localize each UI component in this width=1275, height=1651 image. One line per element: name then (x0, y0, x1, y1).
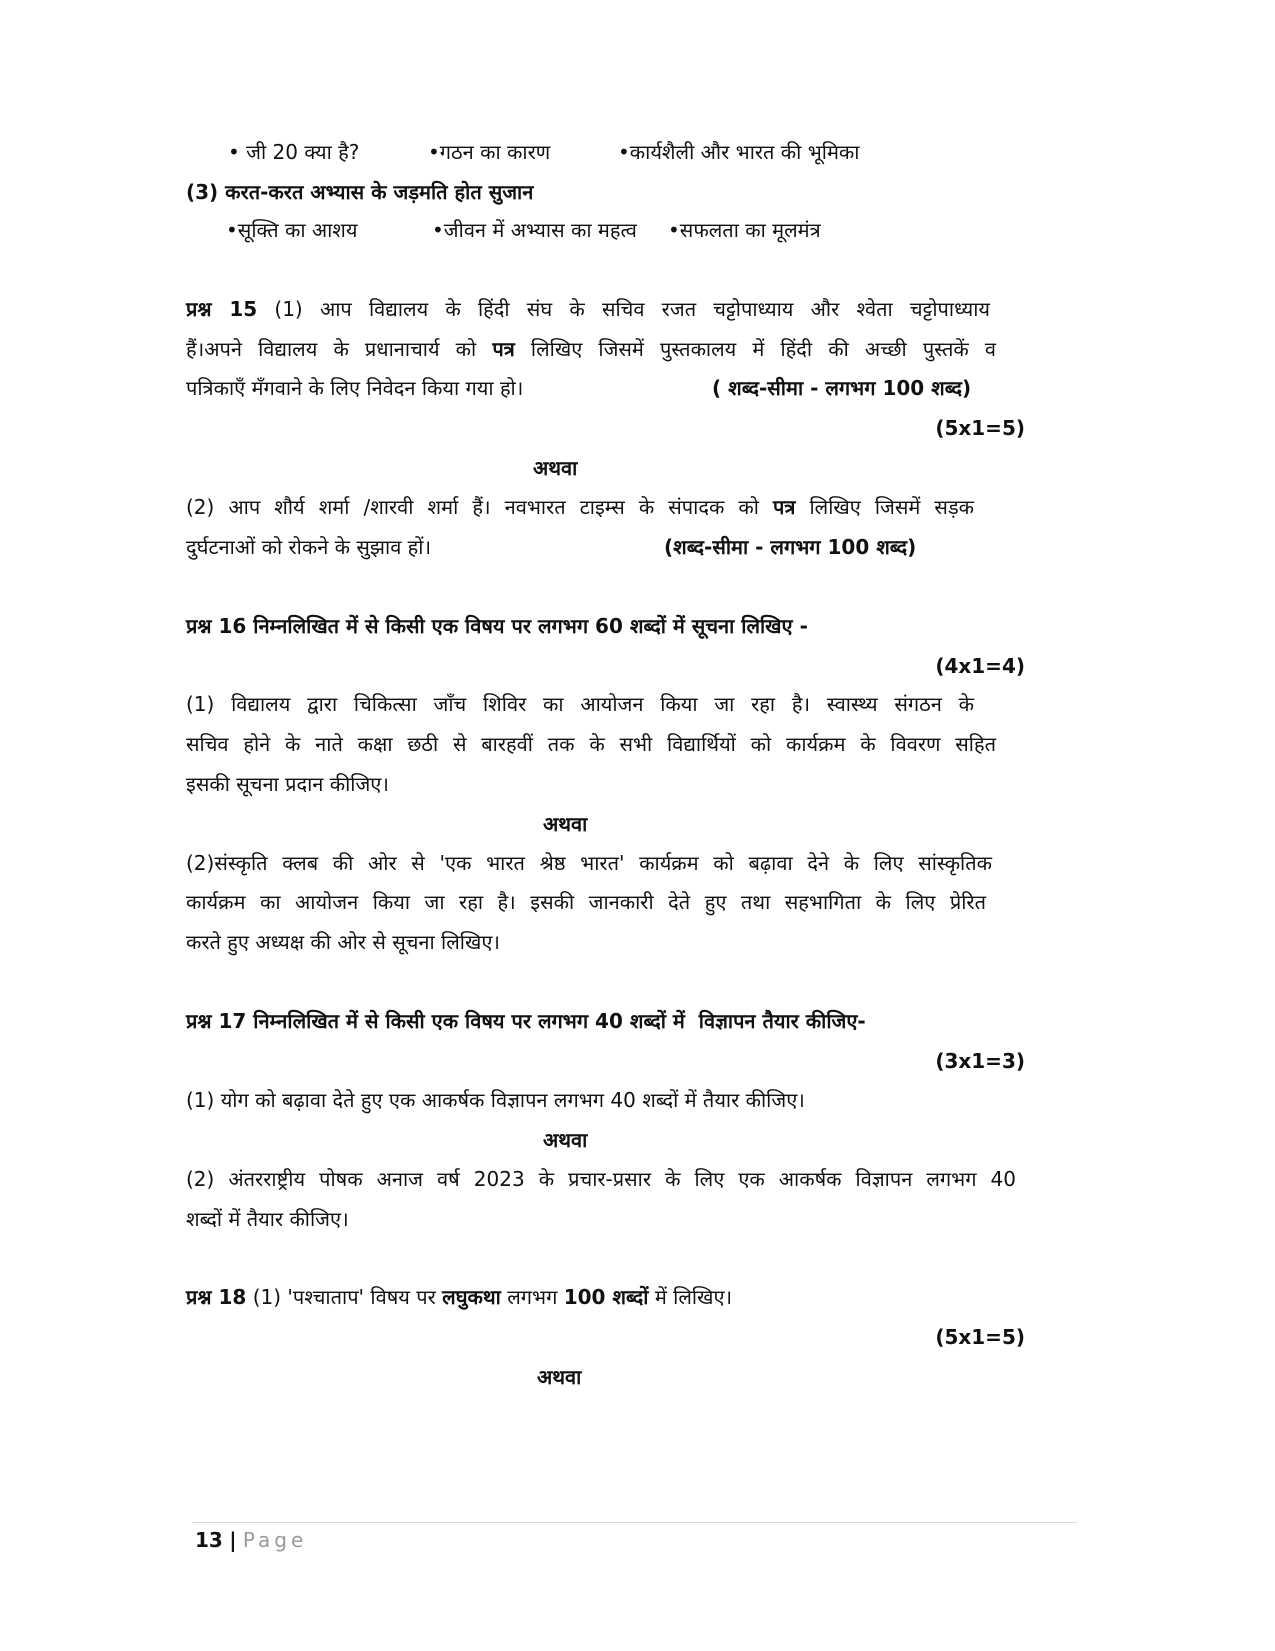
topic3-heading: (3) करत-करत अभ्यास के जड़मति होत सुजान (186, 180, 534, 204)
topic3-point-2: •जीवन में अभ्यास का महत्व (432, 218, 637, 242)
q17-opt1: (1) योग को बढ़ावा देते हुए एक आकर्षक विज्ञापन लगभग 40 शब्दों में तैयार कीजिए। (186, 1088, 805, 1112)
q17-or: अथवा (543, 1128, 588, 1152)
q15-line-3: पत्रिकाएँ मँगवाने के लिए निवेदन किया गया हो। (186, 376, 524, 400)
topic3-point-1: •सूक्ति का आशय (226, 218, 358, 242)
q16-opt1-line-3: इसकी सूचना प्रदान कीजिए। (186, 772, 389, 796)
q17-heading: प्रश्न 17 निम्नलिखित में से किसी एक विषय पर लगभग 40 शब्दों में विज्ञापन तैयार कीजिए- (186, 1009, 866, 1033)
q15-alt-word-limit: (शब्द-सीमा - लगभग 100 शब्द) (664, 535, 917, 559)
q17-marks: (3x1=3) (935, 1049, 1025, 1073)
q15-alt-line-1a: (2) आप शौर्य शर्मा /शारवी शर्मा हैं। नवभारत टाइम्स के संपादक को (186, 495, 759, 519)
footer-divider (192, 1522, 1077, 1523)
q16-heading: प्रश्न 16 निम्नलिखित में से किसी एक विषय पर लगभग 60 शब्दों में सूचना लिखिए - (186, 614, 808, 638)
q18-or: अथवा (537, 1365, 582, 1389)
topic-g20-point-3: •कार्यशैली और भारत की भूमिका (618, 140, 860, 164)
page-number: 13 (195, 1528, 223, 1552)
q16-opt1-line-2: सचिव होने के नाते कक्षा छठी से बारहवीं तक के सभी विद्यार्थियों को कार्यक्रम के विवरण सहित (186, 732, 996, 756)
q17-opt2-line-2: शब्दों में तैयार कीजिए। (186, 1207, 349, 1231)
q15-or: अथवा (533, 456, 578, 480)
q18-part-b: लगभग (507, 1285, 558, 1309)
q15-word-limit: ( शब्द-सीमा - लगभग 100 शब्द) (712, 376, 972, 400)
q16-opt2-line-2: कार्यक्रम का आयोजन किया जा रहा है। इसकी जानकारी देते हुए तथा सहभागिता के लिए प्रेरित (186, 890, 986, 914)
q15-line-1-text: (1) आप विद्यालय के हिंदी संघ के सचिव रजत चट्टोपाध्याय और श्वेता चट्टोपाध्याय (274, 297, 990, 321)
q18-bold-laghukatha: लघुकथा (442, 1285, 501, 1309)
q15-line-1 (186, 297, 990, 321)
q16-or: अथवा (543, 812, 588, 836)
q15-alt-line-2: दुर्घटनाओं को रोकने के सुझाव हों। (186, 535, 432, 559)
q15-line-2a: हैं।अपने विद्यालय के प्रधानाचार्य को (186, 337, 477, 361)
q18-bold-words: 100 शब्दों (563, 1285, 649, 1309)
q15-alt-line-1b: लिखिए जिसमें सड़क (809, 495, 975, 519)
footer-separator: | (229, 1528, 237, 1552)
topic3-point-3: •सफलता का मूलमंत्र (668, 218, 821, 242)
q15-alt-line-1 (186, 495, 974, 519)
page-word: Page (242, 1528, 308, 1552)
q15-marks: (5x1=5) (935, 416, 1025, 440)
q15-alt-letter-bold: पत्र (773, 495, 796, 519)
q16-opt2-line-3: करते हुए अध्यक्ष की ओर से सूचना लिखिए। (186, 930, 500, 954)
q15-line-2b: लिखिए जिसमें पुस्तकालय में हिंदी की अच्छी पुस्तकें व (530, 337, 997, 361)
q18-marks: (5x1=5) (935, 1325, 1025, 1349)
q15-label: प्रश्न 15 (186, 297, 258, 321)
q16-opt2-line-1: (2)संस्कृति क्लब की ओर से 'एक भारत श्रेष्ठ भारत' कार्यक्रम को बढ़ावा देने के लिए सांस्कृतिक (186, 851, 992, 875)
q18-line-1 (186, 1285, 732, 1309)
q18-part-c: में लिखिए। (654, 1285, 733, 1309)
q16-opt1-line-1: (1) विद्यालय द्वारा चिकित्सा जाँच शिविर का आयोजन किया जा रहा है। स्वास्थ्य संगठन के (186, 692, 974, 716)
q16-marks: (4x1=4) (935, 654, 1025, 678)
topic-g20-point-2: •गठन का कारण (428, 140, 551, 164)
q15-letter-bold: पत्र (492, 337, 515, 361)
q18-label: प्रश्न 18 (186, 1285, 247, 1309)
q15-line-2 (186, 337, 996, 361)
page-footer (195, 1528, 307, 1552)
q18-part-a: (1) 'पश्चाताप' विषय पर (252, 1285, 436, 1309)
topic-g20-point-1: • जी 20 क्या है? (228, 140, 360, 164)
q17-opt2-line-1: (2) अंतरराष्ट्रीय पोषक अनाज वर्ष 2023 के प्रचार-प्रसार के लिए एक आकर्षक विज्ञापन लगभग 40 (186, 1167, 1016, 1191)
